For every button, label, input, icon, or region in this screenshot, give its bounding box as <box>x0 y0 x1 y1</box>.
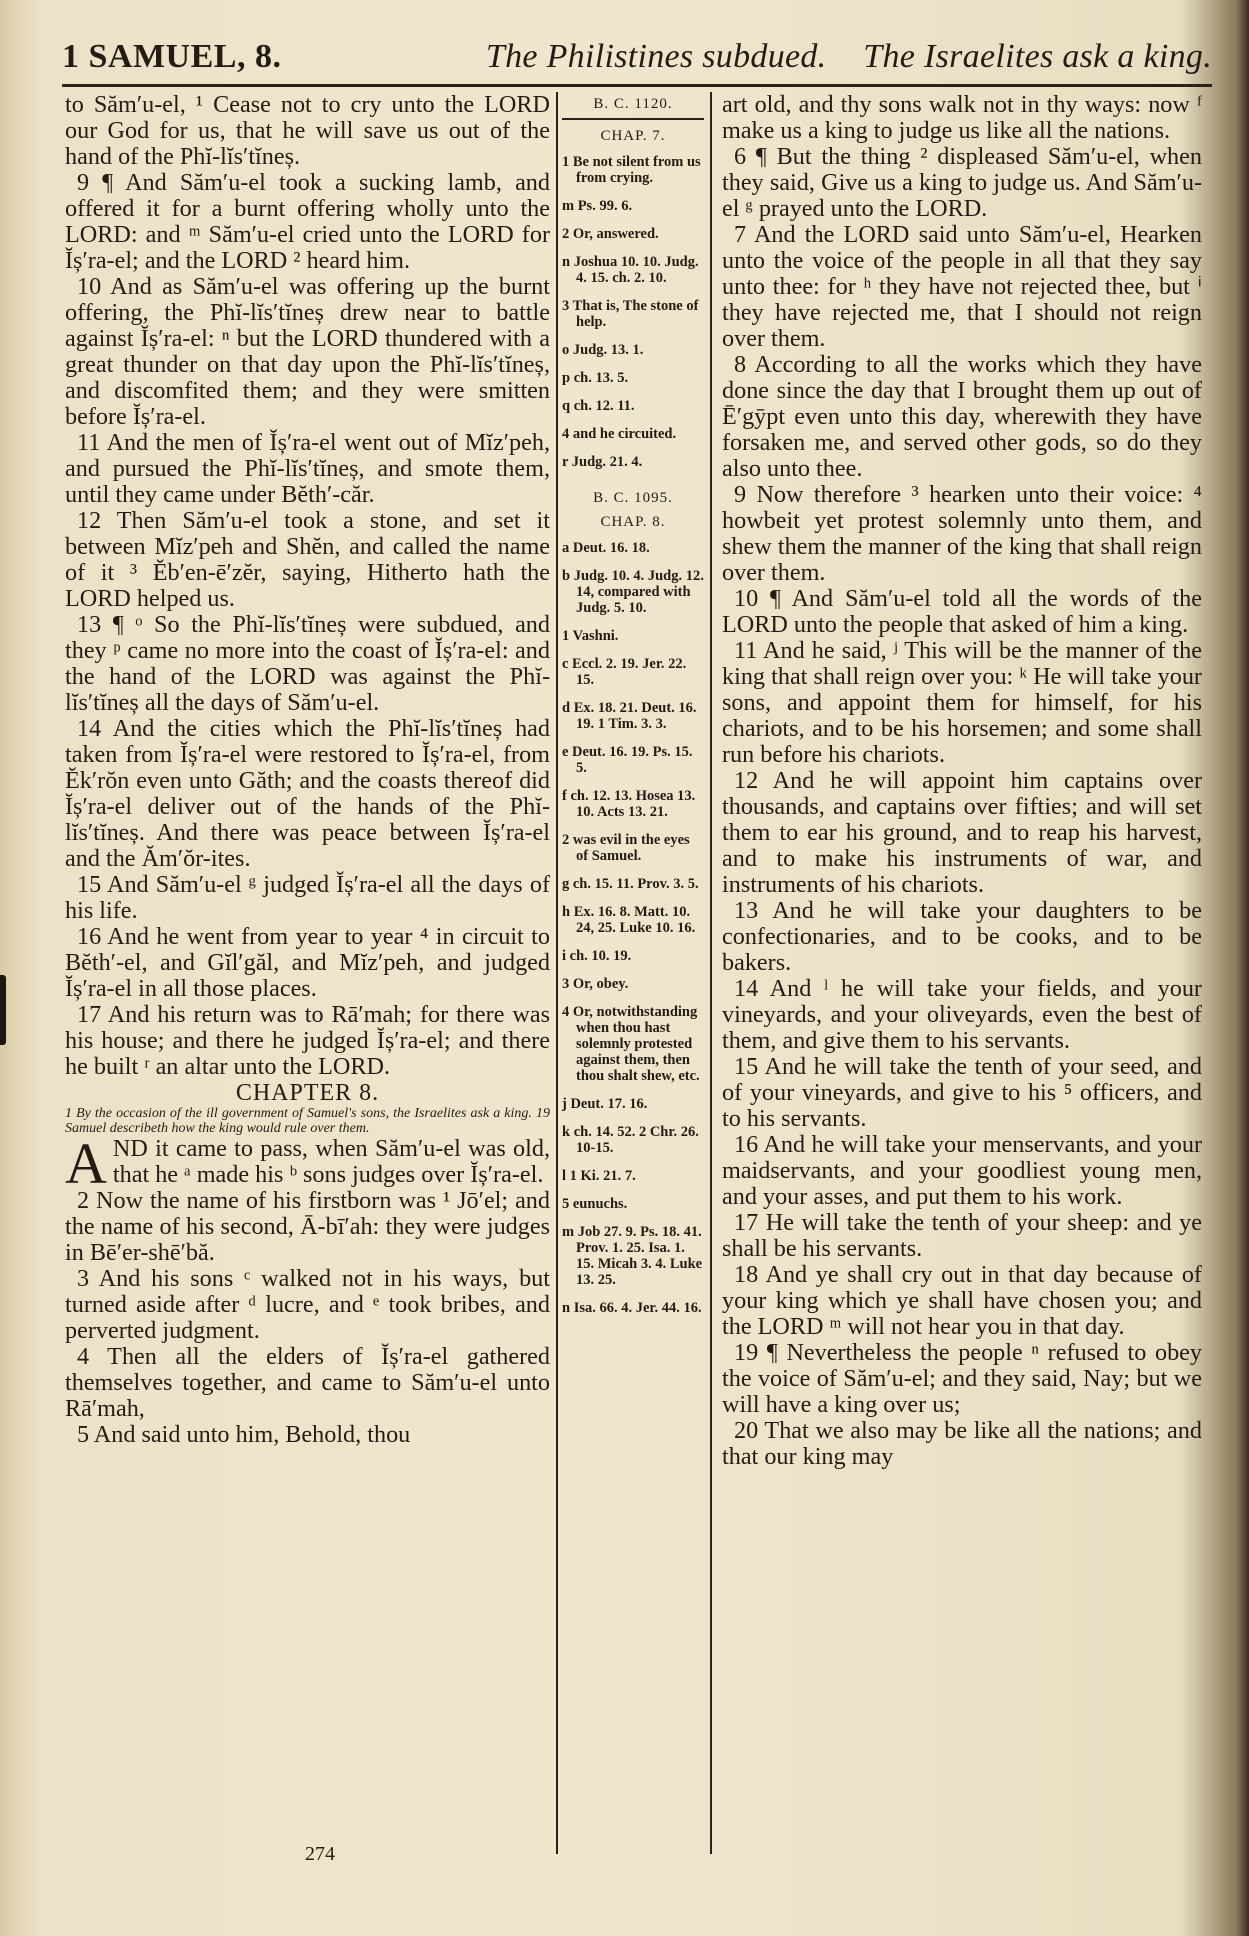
verse <box>722 352 1202 482</box>
verse <box>65 1344 550 1422</box>
cross-reference-note: g ch. 15. 11. Prov. 3. 5. <box>562 876 699 892</box>
verse <box>65 1131 550 1196</box>
verse-text: 14 And the cities which the Phĭ-lĭs′tĭneș had taken from Ĭș′ra-el were restored to Ĭș′ra-el, from Ĕk′rŏn even unto Găth; and the coasts thereof did Ĭș′ra-el deliver out of the hands of the Phĭ-lĭs′tĭneș. And there was peace between Ĭș′ra-el and the Ăm′ŏr-ites. <box>65 715 550 872</box>
verse-text: art old, and thy sons walk not in thy ways: now ᶠ make us a king to judge us like all the nations. <box>722 91 1202 144</box>
cross-reference-note: d Ex. 18. 21. Deut. 16. 19. 1 Tim. 3. 3. <box>562 700 697 732</box>
verse <box>65 1422 550 1448</box>
verse-text: 12 And he will appoint him captains over thousands, and captains over fifties; and will set them to ear his ground, and to reap his harvest, and to make his instruments of war, and instruments of his chariots. <box>722 767 1202 898</box>
cross-reference-note: 1 Vashni. <box>562 628 619 644</box>
verse <box>722 144 1202 222</box>
verse <box>65 872 550 924</box>
verse <box>722 586 1202 638</box>
header-rule <box>62 84 1212 87</box>
running-titles <box>458 38 1212 76</box>
verse <box>65 612 550 716</box>
verse-text: 9 ¶ And Săm′u-el took a sucking lamb, and offered it for a burnt offering wholly unto the LORD: and ᵐ Săm′u-el cried unto the LORD for Ĭș′ra-el; and the LORD ² heard him. <box>65 169 550 274</box>
verse-text: 12 Then Săm′u-el took a stone, and set it between Mĭz′peh and Shĕn, and called the name of it ³ Ĕb′en-ē′zĕr, saying, Hitherto hath the LORD helped us. <box>65 507 550 612</box>
cross-reference-note: 5 eunuchs. <box>562 1196 628 1212</box>
cross-reference-margin <box>562 92 704 1328</box>
verse-text: 2 Now the name of his firstborn was ¹ Jō′el; and the name of his second, Ā-bī′ah: they were judges in Bē′er-shē′bă. <box>65 1187 550 1266</box>
verse <box>722 898 1202 976</box>
cross-reference-note: 4 Or, notwithstanding when thou hast solemnly protested against them, then thou shalt shew, etc. <box>562 1004 700 1084</box>
verse-text: 8 According to all the works which they have done since the day that I brought them up out of Ē′gȳpt even unto this day, wherewith they have forsaken me, and served other gods, so do they also unto thee. <box>722 351 1202 482</box>
cross-reference-note: 3 Or, obey. <box>562 976 629 992</box>
cross-reference-note: f ch. 12. 13. Hosea 13. 10. Acts 13. 21. <box>562 788 696 820</box>
era-date: B. C. 1120. <box>593 96 673 112</box>
running-title-1: The Philistines subdued. <box>485 38 827 75</box>
verse <box>65 508 550 612</box>
cross-reference-note: o Judg. 13. 1. <box>562 342 644 358</box>
verse-text: 14 And ˡ he will take your fields, and your vineyards, and your oliveyards, even the best of them, and give them to his servants. <box>722 975 1202 1054</box>
right-text-column <box>722 92 1202 1470</box>
verse <box>722 1132 1202 1210</box>
verse-text: 11 And the men of Ĭș′ra-el went out of Mĭz′peh, and pursued the Phĭ-lĭs′tĭneș, and smote them, until they came under Bĕth′-căr. <box>65 429 550 508</box>
verse-text: 17 And his return was to Rā′mah; for there was his house; and there he judged Ĭș′ra-el; and there he built ʳ an altar unto the LORD. <box>65 1001 550 1080</box>
verse <box>65 92 550 170</box>
cross-reference-note: 4 and he circuited. <box>562 426 677 442</box>
cross-reference-note: c Eccl. 2. 19. Jer. 22. 15. <box>562 656 687 688</box>
verse-text: 17 He will take the tenth of your sheep: and ye shall be his servants. <box>722 1209 1202 1262</box>
cross-reference-note: 1 Be not silent from us from crying. <box>562 154 701 186</box>
verse-text: 20 That we also may be like all the nations; and that our king may <box>722 1417 1202 1470</box>
cross-reference-note: p ch. 13. 5. <box>562 370 629 386</box>
verse <box>722 768 1202 898</box>
cross-reference-note: n Joshua 10. 10. Judg. 4. 15. ch. 2. 10. <box>562 254 699 286</box>
left-text-column <box>65 92 550 1448</box>
verse-text: 4 Then all the elders of Ĭș′ra-el gathered themselves together, and came to Săm′u-el unto Rā′mah, <box>65 1343 550 1422</box>
verse <box>722 92 1202 144</box>
verse <box>65 924 550 1002</box>
verse-text: 11 And he said, ʲ This will be the manner of the king that shall reign over you: ᵏ He will take your sons, and appoint them for himself, for his chariots, and to be his horsemen; and some shall run before his chariots. <box>722 637 1202 768</box>
drop-cap: A <box>65 1131 107 1196</box>
book-chapter-title: 1 SAMUEL, 8. <box>62 38 282 75</box>
verse-text: 3 And his sons ᶜ walked not in his ways, but turned aside after ᵈ lucre, and ᵉ took bribes, and perverted judgment. <box>65 1265 550 1344</box>
verse-text: 7 And the LORD said unto Săm′u-el, Hearken unto the voice of the people in all that they say unto thee: for ʰ they have not rejected thee, but ⁱ they have rejected me, that I should not reign over them. <box>722 221 1202 352</box>
cross-reference-note: 2 Or, answered. <box>562 226 659 242</box>
verse <box>65 170 550 274</box>
verse-text: 9 Now therefore ³ hearken unto their voice: ⁴ howbeit yet protest solemnly unto them, and shew them the manner of the king that shall reign over them. <box>722 481 1202 586</box>
verse <box>65 274 550 430</box>
verse <box>722 1210 1202 1262</box>
chapter-heading: CHAPTER 8. <box>235 1080 380 1106</box>
column-divider-left <box>556 92 558 1854</box>
cross-reference-note: q ch. 12. 11. <box>562 398 635 414</box>
chapter-8-verses <box>65 1131 550 1448</box>
verse <box>722 482 1202 586</box>
margin-chapter: CHAP. 7. <box>600 128 666 144</box>
verse <box>65 1002 550 1080</box>
chapter-8-verses-continued <box>722 92 1202 1470</box>
cross-reference-note: n Isa. 66. 4. Jer. 44. 16. <box>562 1300 702 1316</box>
verse-text: 16 And he went from year to year ⁴ in circuit to Bĕth′-el, and Gĭl′găl, and Mĭz′peh, and judged Ĭș′ra-el in all those places. <box>65 923 550 1002</box>
verse-text: to Săm′u-el, ¹ Cease not to cry unto the LORD our God for us, that he will save us out of the hand of the Phĭ-lĭs′tĭneș. <box>65 91 550 170</box>
cross-reference-note: e Deut. 16. 19. Ps. 15. 5. <box>562 744 693 776</box>
verse-text: 10 ¶ And Săm′u-el told all the words of the LORD unto the people that asked of him a king. <box>722 585 1202 638</box>
cross-references-ch8 <box>562 540 704 1316</box>
verse <box>722 1262 1202 1340</box>
cross-reference-note: l 1 Ki. 21. 7. <box>562 1168 636 1184</box>
page-edge-mark <box>0 975 6 1045</box>
verse <box>65 430 550 508</box>
verse <box>65 716 550 872</box>
cross-reference-note: 2 was evil in the eyes of Samuel. <box>562 832 690 864</box>
margin-chapter: CHAP. 8. <box>600 514 666 530</box>
cross-reference-note: m Job 27. 9. Ps. 18. 41. Prov. 1. 25. Isa. 1. 15. Micah 3. 4. Luke 13. 25. <box>562 1224 703 1288</box>
column-divider-right <box>710 92 712 1854</box>
chapter-7-verses <box>65 92 550 1080</box>
cross-reference-note: m Ps. 99. 6. <box>562 198 633 214</box>
verse <box>722 1054 1202 1132</box>
verse-text: 6 ¶ But the thing ² displeased Săm′u-el, when they said, Give us a king to judge us. And Săm′u-el ᵍ prayed unto the LORD. <box>722 143 1202 222</box>
cross-reference-note: i ch. 10. 19. <box>562 948 632 964</box>
page-number: 274 <box>305 1843 335 1865</box>
verse <box>722 1340 1202 1418</box>
verse-text: ND it came to pass, when Săm′u-el was old, that he ᵃ made his ᵇ sons judges over Ĭș′ra-el. <box>112 1135 550 1188</box>
verse-text: 18 And ye shall cry out in that day because of your king which ye shall have chosen you; and the LORD ᵐ will not hear you in that day. <box>722 1261 1202 1340</box>
cross-reference-note: k ch. 14. 52. 2 Chr. 26. 10-15. <box>562 1124 699 1156</box>
verse <box>722 976 1202 1054</box>
verse <box>722 638 1202 768</box>
verse-text: 15 And Săm′u-el ᵍ judged Ĭș′ra-el all the days of his life. <box>65 871 550 924</box>
verse-text: 13 ¶ ᵒ So the Phĭ-lĭs′tĭneș were subdued, and they ᵖ came no more into the coast of Ĭș′ra-el: and the hand of the LORD was against the Phĭ-lĭs′tĭneș all the days of Săm′u-el. <box>65 611 550 716</box>
verse-text: 13 And he will take your daughters to be confectionaries, and to be cooks, and to be bakers. <box>722 897 1202 976</box>
cross-reference-note: a Deut. 16. 18. <box>562 540 650 556</box>
verse-text: 16 And he will take your menservants, and your maidservants, and your goodliest young men, and your asses, and put them to his work. <box>722 1131 1202 1210</box>
cross-references-ch7 <box>562 154 704 470</box>
verse <box>65 1188 550 1266</box>
verse-text: 19 ¶ Nevertheless the people ⁿ refused to obey the voice of Săm′u-el; and they said, Nay; but we will have a king over us; <box>722 1339 1202 1418</box>
verse <box>65 1266 550 1344</box>
chapter-summary: 1 By the occasion of the ill government of Samuel's sons, the Israelites ask a king. 19 Samuel describeth how the king would rule over them. <box>65 1106 550 1136</box>
cross-reference-note: 3 That is, The stone of help. <box>562 298 699 330</box>
cross-reference-note: r Judg. 21. 4. <box>562 454 643 470</box>
verse-text: 15 And he will take the tenth of your seed, and of your vineyards, and give to his ⁵ officers, and to his servants. <box>722 1053 1202 1132</box>
running-title-2: The Israelites ask a king. <box>863 38 1212 75</box>
margin-rule <box>562 118 704 120</box>
era-date: B. C. 1095. <box>593 490 673 506</box>
verse-text: 10 And as Săm′u-el was offering up the burnt offering, the Phĭ-lĭs′tĭneș drew near to battle against Ĭș′ra-el: ⁿ but the LORD thundered with a great thunder on that day upon the Phĭ-lĭs′tĭneș, and discomfited them; and they were smitten before Ĭș′ra-el. <box>65 273 550 430</box>
cross-reference-note: b Judg. 10. 4. Judg. 12. 14, compared with Judg. 5. 10. <box>562 568 704 616</box>
page-header <box>62 38 1212 86</box>
cross-reference-note: h Ex. 16. 8. Matt. 10. 24, 25. Luke 10. 16. <box>562 904 696 936</box>
verse <box>722 222 1202 352</box>
verse-text: 5 And said unto him, Behold, thou <box>77 1421 411 1448</box>
verse <box>722 1418 1202 1470</box>
cross-reference-note: j Deut. 17. 16. <box>562 1096 648 1112</box>
